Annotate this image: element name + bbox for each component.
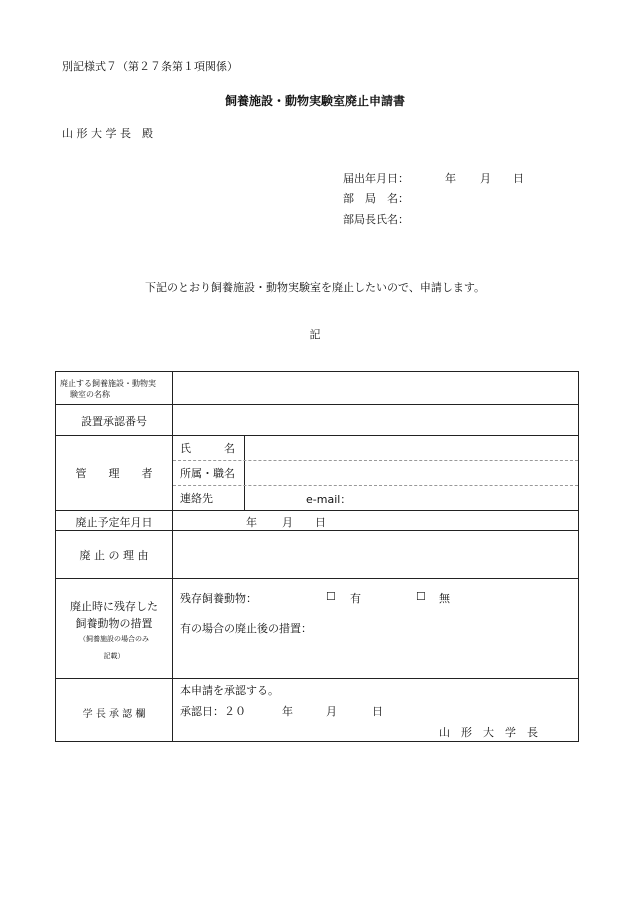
approval-number-field[interactable] — [174, 406, 576, 434]
addressee: 山 形 大 学 長 殿 — [62, 127, 153, 140]
submission-month: 月 — [480, 172, 491, 185]
closure-reason-field[interactable] — [174, 532, 576, 577]
closure-day: 日 — [315, 516, 326, 529]
ki-heading: 記 — [309, 328, 321, 341]
row-line — [173, 460, 578, 461]
approval-statement: 本申請を承認する。 — [180, 684, 279, 697]
remaining-animals-note: （飼養施設の場合のみ — [79, 635, 149, 643]
approval-day: 日 — [372, 705, 383, 718]
row-line — [56, 578, 578, 579]
row-line — [56, 530, 578, 531]
manager-email-field[interactable] — [356, 487, 576, 509]
approval-month: 月 — [326, 705, 337, 718]
row-line — [173, 485, 578, 486]
post-closure-measures-field[interactable] — [180, 637, 576, 675]
closure-reason-label: 廃 止 の 理 由 — [79, 549, 149, 562]
facility-name-field[interactable] — [174, 373, 576, 403]
closure-date-label: 廃止予定年月日 — [75, 516, 153, 529]
president-signature: 山 形 大 学 長 — [439, 726, 538, 739]
yes-label: 有 — [350, 592, 361, 605]
application-table — [55, 371, 579, 742]
no-label: 無 — [439, 592, 450, 605]
email-label: e-mail： — [306, 493, 352, 506]
closure-month: 月 — [282, 516, 293, 529]
manager-subdivider — [244, 435, 245, 510]
manager-name-label: 氏 名 — [180, 442, 235, 455]
closure-year: 年 — [246, 516, 257, 529]
manager-name-field[interactable] — [246, 437, 576, 459]
facility-name-label: 廃止する飼養施設・動物実 — [60, 379, 156, 388]
department-label: 部 局 名： — [343, 192, 409, 205]
row-line — [56, 678, 578, 679]
approval-number-label: 設置承認番号 — [81, 415, 147, 428]
manager-contact-label: 連絡先 — [180, 492, 213, 505]
manager-affiliation-label: 所属・職名 — [180, 467, 235, 480]
application-statement: 下記のとおり飼養施設・動物実験室を廃止したいので、申請します。 — [145, 281, 485, 294]
row-line — [56, 510, 578, 511]
remaining-animals-label: 廃止時に残存した — [70, 600, 158, 613]
remaining-animals-label-2: 飼養動物の措置 — [75, 617, 153, 630]
column-divider — [172, 372, 173, 741]
manager-label: 管 理 者 — [75, 467, 153, 480]
submission-date-label: 届出年月日： — [343, 172, 409, 185]
form-number: 別記様式７（第２７条第１項関係） — [62, 60, 238, 73]
department-head-label: 部局長氏名： — [343, 213, 409, 226]
row-line — [56, 435, 578, 436]
president-approval-label: 学 長 承 認 欄 — [82, 709, 146, 720]
no-checkbox[interactable]: ☐ — [416, 590, 426, 603]
document-title: 飼養施設・動物実験室廃止申請書 — [224, 94, 405, 108]
yes-checkbox[interactable]: ☐ — [326, 590, 336, 603]
remaining-animals-question: 残存飼養動物： — [180, 592, 257, 605]
submission-year: 年 — [445, 172, 456, 185]
post-closure-measures-label: 有の場合の廃止後の措置： — [180, 622, 312, 635]
facility-name-label-2: 験室の名称 — [70, 390, 110, 399]
submission-day: 日 — [513, 172, 524, 185]
manager-affiliation-field[interactable] — [246, 462, 576, 484]
remaining-animals-note-2: 記載） — [103, 652, 125, 660]
row-line — [56, 404, 578, 405]
approval-year: 年 — [282, 705, 293, 718]
approval-date-label: 承認日：２０ — [180, 705, 246, 718]
